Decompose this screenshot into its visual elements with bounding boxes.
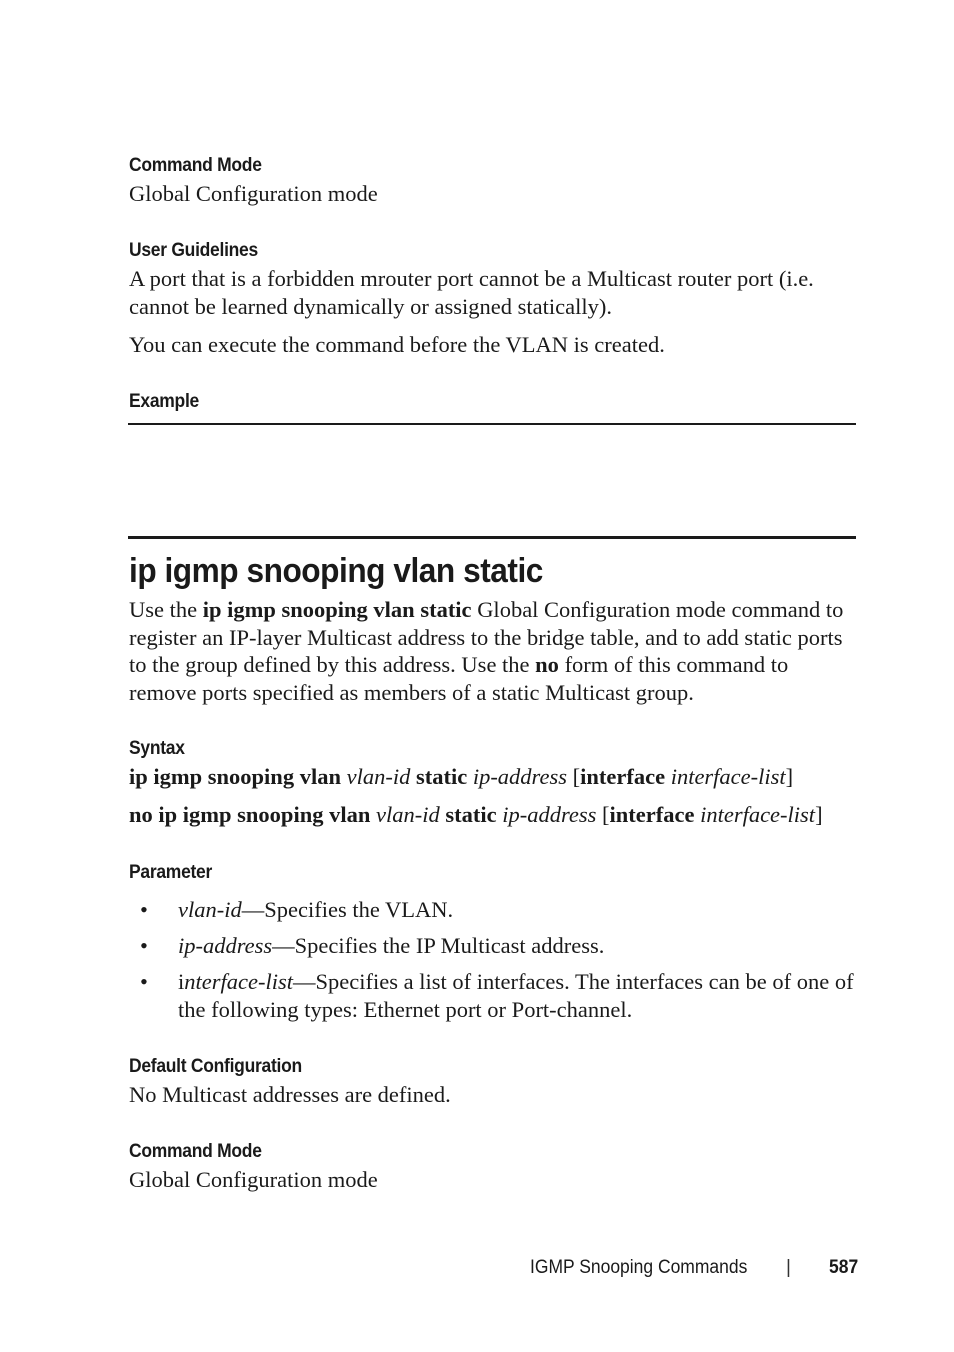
command-description <box>129 596 857 706</box>
command-mode-heading: Command Mode <box>129 155 262 176</box>
syntax-keyword: no ip igmp snooping vlan <box>129 802 371 827</box>
syntax-line-1 <box>129 763 857 791</box>
syntax-bracket: [ <box>602 802 610 827</box>
syntax-keyword: ip igmp snooping vlan <box>129 764 341 789</box>
syntax-argument: vlan-id <box>375 802 440 827</box>
syntax-argument: ip-address <box>502 802 597 827</box>
syntax-bracket: [ <box>572 764 581 789</box>
parameter-prefix: i <box>178 969 185 994</box>
desc-text-2: Global Configuration mode command to register an IP-layer Multicast address to the bridge table, and to add static ports to the group defined by this address. Use the <box>129 597 844 677</box>
default-config-text: No Multicast addresses are defined. <box>129 1082 451 1107</box>
syntax-argument: vlan-id <box>346 764 411 789</box>
bullet-icon: • <box>140 933 148 958</box>
command-mode-heading-2: Command Mode <box>129 1141 262 1162</box>
example-heading: Example <box>129 391 199 412</box>
parameter-name: nterface-list <box>184 969 293 994</box>
syntax-heading: Syntax <box>129 738 185 759</box>
command-mode-text-2: Global Configuration mode <box>129 1167 378 1192</box>
parameter-heading: Parameter <box>129 862 213 883</box>
parameter-desc: —Specifies the IP Multicast address. <box>272 933 605 958</box>
syntax-keyword: interface <box>580 764 666 789</box>
desc-text-1: Use the <box>129 597 203 622</box>
syntax-argument: interface-list <box>670 764 786 789</box>
user-guidelines-heading: User Guidelines <box>129 240 258 261</box>
syntax-keyword: static <box>415 764 468 789</box>
parameter-item <box>178 968 858 1023</box>
guideline-paragraph-2: You can execute the command before the VLAN is created. <box>129 332 665 357</box>
parameter-desc: —Specifies the VLAN. <box>241 897 454 922</box>
default-config-heading: Default Configuration <box>129 1056 302 1077</box>
parameter-name: vlan-id <box>178 897 242 922</box>
parameter-name: ip-address <box>178 933 273 958</box>
guideline-paragraph-1: A port that is a forbidden mrouter port cannot be a Multicast router port (i.e. cannot be learned dynamically or assigned statically). <box>129 266 814 319</box>
bullet-icon: • <box>140 897 148 922</box>
desc-no-keyword: no <box>535 652 559 677</box>
syntax-keyword: interface <box>609 802 695 827</box>
footer-chapter: IGMP Snooping Commands <box>530 1257 748 1278</box>
parameter-item <box>178 896 858 924</box>
syntax-argument: ip-address <box>472 764 567 789</box>
parameter-desc: —Specifies a list of interfaces. The interfaces can be of one of the following types: Ethernet port or Port-channel. <box>178 969 854 1022</box>
page-number: 587 <box>829 1257 859 1278</box>
desc-command-keyword: ip igmp snooping vlan static <box>202 597 472 622</box>
syntax-line-2 <box>129 801 857 829</box>
example-rule <box>128 423 856 425</box>
command-title: ip igmp snooping vlan static <box>129 552 543 590</box>
parameter-item <box>178 932 858 960</box>
desc-text-3: form of this command to remove ports specified as members of a static Multicast group. <box>129 652 789 705</box>
command-mode-text: Global Configuration mode <box>129 181 378 206</box>
syntax-keyword: static <box>445 802 497 827</box>
section-top-rule <box>128 536 856 539</box>
syntax-bracket: ] <box>815 802 823 827</box>
syntax-argument: interface-list <box>700 802 816 827</box>
footer-separator: | <box>786 1257 791 1278</box>
syntax-bracket: ] <box>785 764 794 789</box>
bullet-icon: • <box>140 969 148 994</box>
